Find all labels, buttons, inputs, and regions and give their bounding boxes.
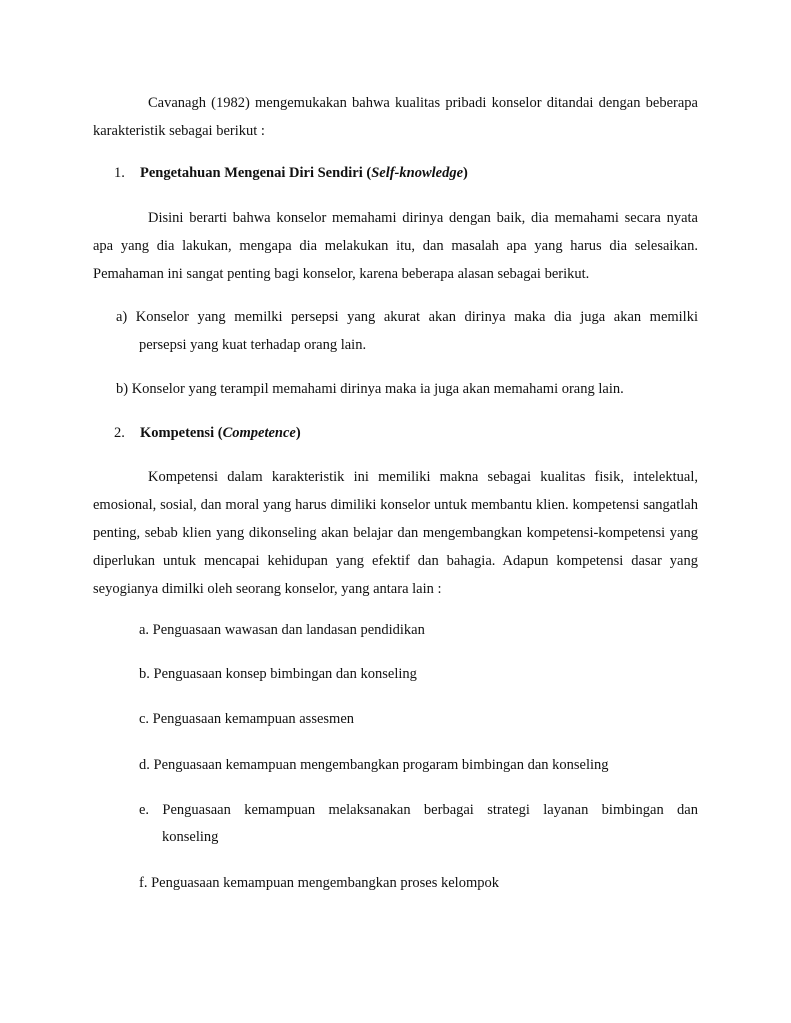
intro-paragraph: Cavanagh (1982) mengemukakan bahwa kualitas pribadi konselor ditandai dengan beberapa karakteristik sebagai berikut : — [93, 95, 698, 139]
competency-e-line-1: e. Penguasaan kemampuan melaksanakan berbagai strategi layanan bimbingan dan — [139, 802, 698, 818]
competency-e-line-2: konseling — [162, 829, 219, 845]
competency-c: c. Penguasaan kemampuan assesmen — [139, 711, 355, 727]
competency-a: a. Penguasaan wawasan dan landasan pendidikan — [139, 622, 425, 638]
section-2-paragraph: Kompetensi dalam karakteristik ini memiliki makna sebagai kualitas fisik, intelektual, emosional, sosial, dan moral yang harus dimiliki konselor untuk membantu klien. kompetensi sangatlah penting, sebab klien yang dikonseling akan belajar dan mengembangkan kompetensi-kompetensi yang diperlukan untuk mencapai kehidupan yang efektif dan bahagia. Adapun kompetensi dasar yang seyogianya dimilki oleh seorang konselor, yang antara lain : — [93, 469, 698, 597]
section-2-title-italic: Competence — [222, 425, 296, 441]
section-1-point-b: b) Konselor yang terampil memahami dirinya maka ia juga akan memahami orang lain. — [116, 381, 624, 397]
section-1-number: 1. — [114, 165, 125, 181]
section-2-title: Kompetensi ( — [140, 425, 223, 441]
section-2-title-close: ) — [295, 425, 301, 441]
section-1-title: Pengetahuan Mengenai Diri Sendiri ( — [140, 165, 372, 181]
section-2-heading — [114, 419, 301, 447]
section-1-title-close: ) — [463, 165, 468, 181]
section-1-heading — [114, 159, 468, 187]
competency-f: f. Penguasaan kemampuan mengembangkan proses kelompok — [139, 875, 499, 891]
competency-d: d. Penguasaan kemampuan mengembangkan progаram bimbingan dan konseling — [139, 757, 609, 773]
competency-b: b. Penguasaan konsep bimbingan dan konseling — [139, 666, 417, 682]
section-2-number: 2. — [114, 425, 125, 441]
section-1-paragraph: Disini berarti bahwa konselor memahami dirinya dengan baik, dia memahami secara nyata apa yang dia lakukan, mengapa dia melakukan itu, dan masalah apa yang harus dia selesaikan. Pemahaman ini sangat penting bagi konselor, karena beberapa alasan sebagai berikut. — [93, 210, 698, 282]
section-1-point-a-line-2: persepsi yang kuat terhadap orang lain. — [139, 337, 367, 353]
section-1-title-italic: Self-knowledge — [371, 165, 464, 181]
section-1-point-a-line-1: a) Konselor yang memilki persepsi yang akurat akan dirinya maka dia juga akan memilki — [116, 309, 698, 325]
